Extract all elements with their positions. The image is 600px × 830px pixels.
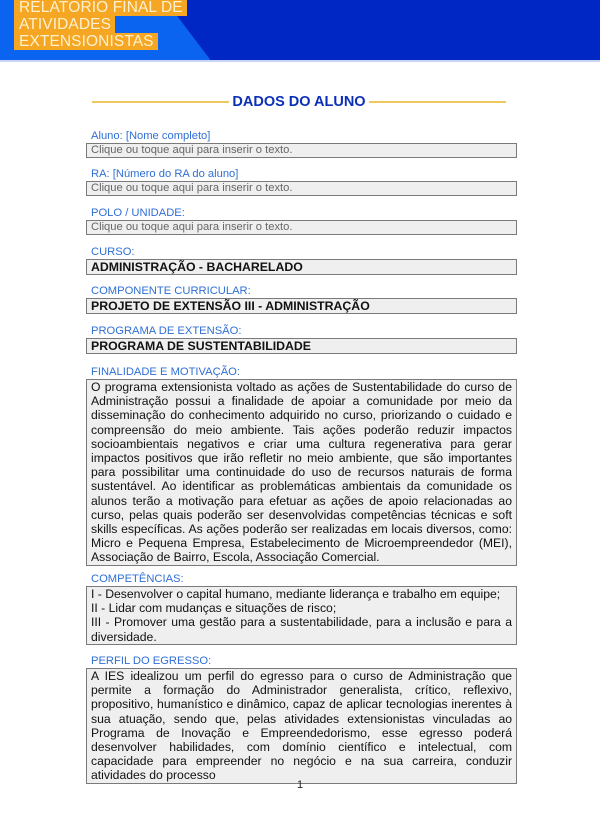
field-componente (86, 285, 517, 314)
curso-value: ADMINISTRAÇÃO - BACHARELADO (86, 259, 517, 275)
field-ra (86, 168, 517, 196)
report-title-line-1: RELATÓRIO FINAL DE (14, 0, 187, 16)
report-title (14, 0, 187, 50)
section-title: DADOS DO ALUNO (232, 94, 366, 110)
competencia-item: I - Desenvolver o capital humano, mediante liderança e trabalho em equipe; (91, 587, 501, 601)
report-title-line-3: EXTENSIONISTAS (14, 33, 158, 50)
header-banner (0, 0, 600, 62)
field-programa (86, 325, 517, 354)
field-label-ra: RA: [Número do RA do aluno] (91, 168, 239, 180)
field-label-polo: POLO / UNIDADE: (91, 207, 185, 219)
aluno-input[interactable]: Clique ou toque aqui para inserir o texto. (86, 143, 517, 158)
field-finalidade (86, 366, 517, 566)
finalidade-text: O programa extensionista voltado as ações de Sustentabilidade do curso de Administração possui a finalidade de apoiar a comunidade por meio da disseminação do conhecimento adquirido no curso, priorizando o cuidado e compreensão do meio ambiente. Tais ações poderão reduzir impactos socioambientais negativos e criar uma cultura regenerativa para gerar impactos positivos que irão refletir no meio ambiente, que são importantes para possibilitar uma continuidade do uso de recursos naturais de forma sustentável. Ao identificar as problemáticas ambientais da comunidade os alunos terão a motivação para efetuar as ações de apoio relacionadas ao curso, pelas quais poderão ser desenvolvidas competências técnicas e soft skills específicas. As ações poderão ser realizadas em locais diversos, como: Micro e Pequena Empresa, Estabelecimento de Microempreendedor (MEI), Associação de Bairro, Escola, Associação Comercial. (86, 379, 517, 566)
programa-value: PROGRAMA DE SUSTENTABILIDADE (86, 338, 517, 354)
componente-value: PROJETO DE EXTENSÃO III - ADMINISTRAÇÃO (86, 298, 517, 314)
competencia-item: II - Lidar com mudanças e situações de risco; (91, 601, 337, 616)
heading-rule-left (92, 101, 229, 103)
field-label-programa: PROGRAMA DE EXTENSÃO: (91, 325, 242, 337)
field-aluno (86, 130, 517, 158)
field-perfil (86, 655, 517, 784)
ra-input[interactable]: Clique ou toque aqui para inserir o texto. (86, 181, 517, 196)
field-label-aluno: Aluno: [Nome completo] (91, 130, 211, 142)
field-label-componente: COMPONENTE CURRICULAR: (91, 285, 251, 297)
heading-rule-right (369, 101, 506, 103)
perfil-text: A IES idealizou um perfil do egresso para o curso de Administração que permite a formação do Administrador generalista, crítico, reflexivo, propositivo, humanístico e dinâmico, capaz de aplicar tecnologias inerentes à sua atuação, sendo que, pelas atividades extensionistas vinculadas ao Programa de Inovação e Empreendedorismo, esse egresso poderá desenvolver habilidades, com domínio científico e intelectual, com capacidade para empreender no negócio e na sua carreira, conduzir atividades do processo (86, 668, 517, 784)
field-polo (86, 207, 517, 235)
field-label-perfil: PERFIL DO EGRESSO: (91, 655, 212, 667)
field-label-finalidade: FINALIDADE E MOTIVAÇÃO: (91, 366, 240, 378)
competencias-list (86, 586, 517, 645)
field-label-competencias: COMPETÊNCIAS: (91, 573, 184, 585)
section-heading (92, 92, 506, 112)
report-title-line-2: ATIVIDADES (14, 16, 115, 33)
field-label-curso: CURSO: (91, 246, 135, 258)
banner-divider (0, 60, 600, 62)
polo-input[interactable]: Clique ou toque aqui para inserir o texto. (86, 220, 517, 235)
field-competencias (86, 573, 517, 645)
competencia-item: III - Promover uma gestão para a sustentabilidade, para a inclusão e para a diversidade. (91, 615, 512, 644)
field-curso (86, 246, 517, 275)
page-number: 1 (296, 779, 304, 791)
